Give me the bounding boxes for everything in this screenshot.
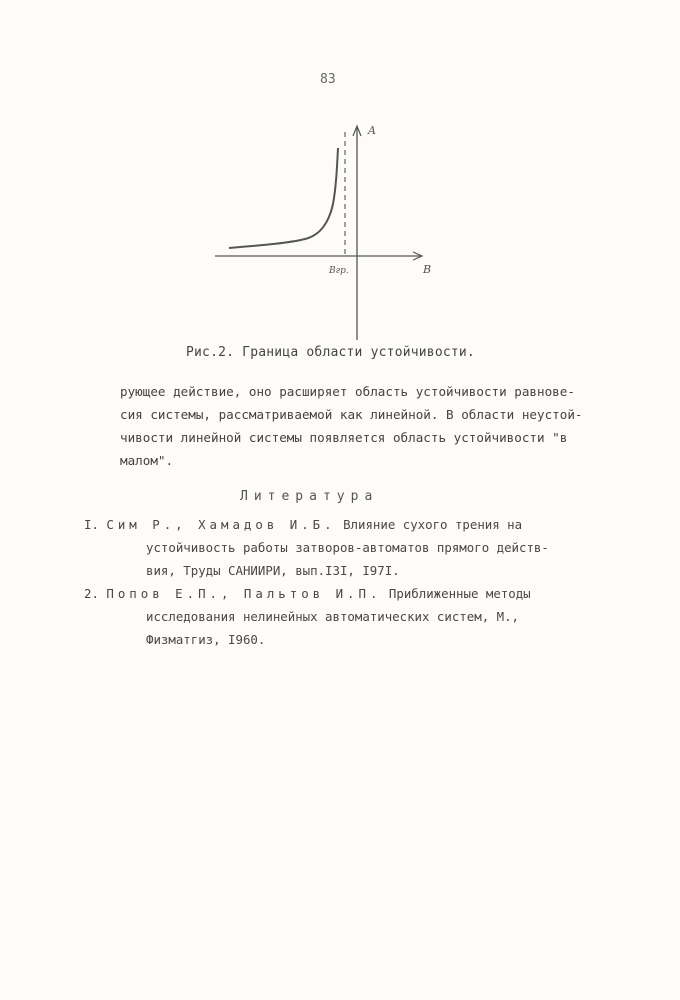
reference-title: Влияние сухого трения на — [343, 517, 523, 532]
body-line: малом". — [120, 453, 174, 468]
page-number: 83 — [320, 72, 336, 87]
reference-title: Приближенные методы — [388, 586, 531, 601]
boundary-label: Bгр. — [329, 266, 349, 276]
reference-authors: Сим Р., Хамадов И.Б. — [106, 517, 336, 532]
references-list — [84, 513, 604, 651]
reference-continuation: исследования нелинейных автоматических систем, М., — [146, 609, 519, 624]
vertical-axis-label: A — [368, 124, 376, 137]
reference-continuation: Физматгиз, I960. — [146, 632, 266, 647]
horizontal-axis-label: B — [423, 263, 432, 276]
reference-item-2 — [84, 582, 604, 605]
reference-continuation: вия, Труды САНИИРИ, вып.I3I, I97I. — [146, 563, 400, 578]
reference-authors: Попов Е.П., Пальтов И.П. — [106, 586, 382, 601]
stability-boundary-curve — [229, 148, 338, 248]
reference-continuation: устойчивость работы затворов-автоматов прямого действ- — [146, 540, 549, 555]
body-line: рующее действие, оно расширяет область устойчивости равнове- — [120, 384, 575, 399]
reference-number: I. — [84, 517, 99, 532]
body-line: сия системы, рассматриваемой как линейной. В области неустой- — [120, 407, 583, 422]
stability-boundary-graph — [205, 118, 435, 348]
reference-item-1 — [84, 513, 604, 536]
references-heading: Литература — [240, 489, 379, 504]
reference-number: 2. — [84, 586, 99, 601]
body-paragraph — [120, 380, 600, 472]
figure-caption: Рис.2. Граница области устойчивости. — [186, 345, 475, 360]
body-line: чивости линейной системы появляется область устойчивости "в — [120, 430, 568, 445]
stability-boundary-figure — [205, 118, 435, 348]
